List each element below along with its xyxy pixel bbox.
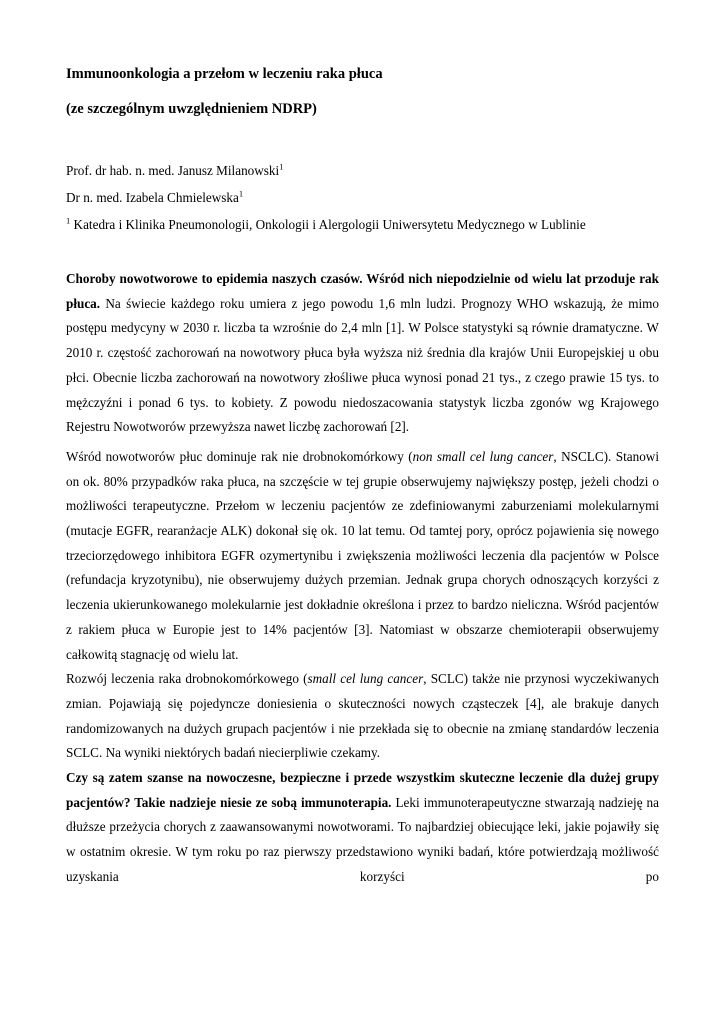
body-paragraph: [66, 445, 659, 667]
body-paragraph: [66, 267, 659, 440]
bold-text-run: Choroby nowotworowe to epidemia naszych czasów. Wśród nich niepodzielnie od wielu lat przoduje rak płuca.: [66, 271, 659, 311]
text-run: Na świecie każdego roku umiera z jego powodu 1,6 mln ludzi. Prognozy WHO wskazują, że mimo postępu medycyny w 2030 r. liczba ta wzrośnie do 2,4 mln [1]. W Polsce statystyki są równie dramatyczne. W 2010 r. częstość zachorowań na nowotwory płuca była wyższa niż średnia dla krajów Unii Europejskiej u obu płci. Obecnie liczba zachorowań na nowotwory złośliwe płuca wynosi ponad 21 tys., z czego prawie 15 tys. to mężczyźni i ponad 6 tys. to kobiety. Z powodu niedoszacowania statystyk liczba zgonów wg Krajowego Rejestru Nowotworów przewyższa nawet liczbę zachorowań [2].: [66, 295, 659, 435]
body-paragraphs-container: [66, 267, 659, 890]
author-line-2: [66, 184, 659, 211]
affiliation-ref-superscript: 1: [66, 215, 71, 226]
text-run: Wśród nowotworów płuc dominuje rak nie drobnokomórkowy (: [66, 448, 413, 464]
document-subtitle: (ze szczególnym uwzględnieniem NDRP): [66, 101, 317, 117]
author-name: Prof. dr hab. n. med. Janusz Milanowski: [66, 163, 280, 178]
affiliation-line: [66, 211, 659, 238]
text-run: Rozwój leczenia raka drobnokomórkowego (: [66, 671, 308, 687]
affiliation-ref-superscript: 1: [238, 188, 244, 199]
text-run: , SCLC) także nie przynosi wyczekiwanych zmian. Pojawiają się pojedyncze doniesienia o skuteczności nowych cząsteczek [4], ale brakuje danych randomizowanych na dużych grupach pacjentów i nie przekłada się to obecnie na zmianę standardów leczenia SCLC. Na wyniki niektórych badań niecierpliwie czekamy.: [66, 671, 659, 761]
italic-text-run: small cel lung cancer: [307, 671, 424, 687]
text-run: , NSCLC). Stanowi on ok. 80% przypadków raka płuca, na szczęście w tej grupie obserwujemy największy postęp, jeżeli chodzi o możliwości terapeutyczne. Przełom w leczeniu pacjentów ze zdefiniowanymi zaburzeniami molekularnymi (mutacje EGFR, rearanżacje ALK) dokonał się ok. 10 lat temu. Od tamtej pory, oprócz pojawienia się nowego trzeciorzędowego inhibitora EGFR ozymertynibu i zwiększenia możliwości leczenia dla pacjentów w Polsce (refundacja kryzotynibu), nie obserwujemy dużych przemian. Jednak grupa chorych odnoszących korzyści z leczenia ukierunkowanego molekularnie jest dokładnie określona i przez to bardzo nieliczna. Wśród pacjentów z rakiem płuca w Europie jest to 14% pacjentów [3]. Natomiast w obszarze chemioterapii obserwujemy całkowitą stagnację od wielu lat.: [66, 448, 659, 662]
text-run: Leki immunoterapeutyczne stwarzają nadzieję na dłuższe przeżycia chorych z zaawansowanymi nowotworami. To najbardziej obiecujące leki, jakie pojawiły się w ostatnim okresie. W tym roku po raz pierwszy przedstawiono wyniki badań, które potwierdzają możliwość uzyskania korzyści po: [66, 794, 659, 884]
affiliation-text: Katedra i Klinika Pneumonologii, Onkologii i Alergologii Uniwersytetu Medycznego w Lublinie: [73, 217, 586, 232]
body-paragraph: [66, 766, 659, 890]
author-block: [66, 157, 659, 238]
affiliation-ref-superscript: 1: [279, 161, 284, 172]
body-paragraph: [66, 667, 659, 766]
italic-text-run: non small cel lung cancer: [412, 448, 554, 464]
bold-text-run: Czy są zatem szanse na nowoczesne, bezpieczne i przede wszystkim skuteczne leczenie dla dużej grupy pacjentów? Takie nadzieje niesie ze sobą immunoterapia.: [66, 770, 659, 810]
author-line-1: [66, 157, 659, 184]
document-title: Immunoonkologia a przełom w leczeniu raka płuca: [66, 66, 383, 82]
author-name: Dr n. med. Izabela Chmielewska: [66, 190, 239, 205]
